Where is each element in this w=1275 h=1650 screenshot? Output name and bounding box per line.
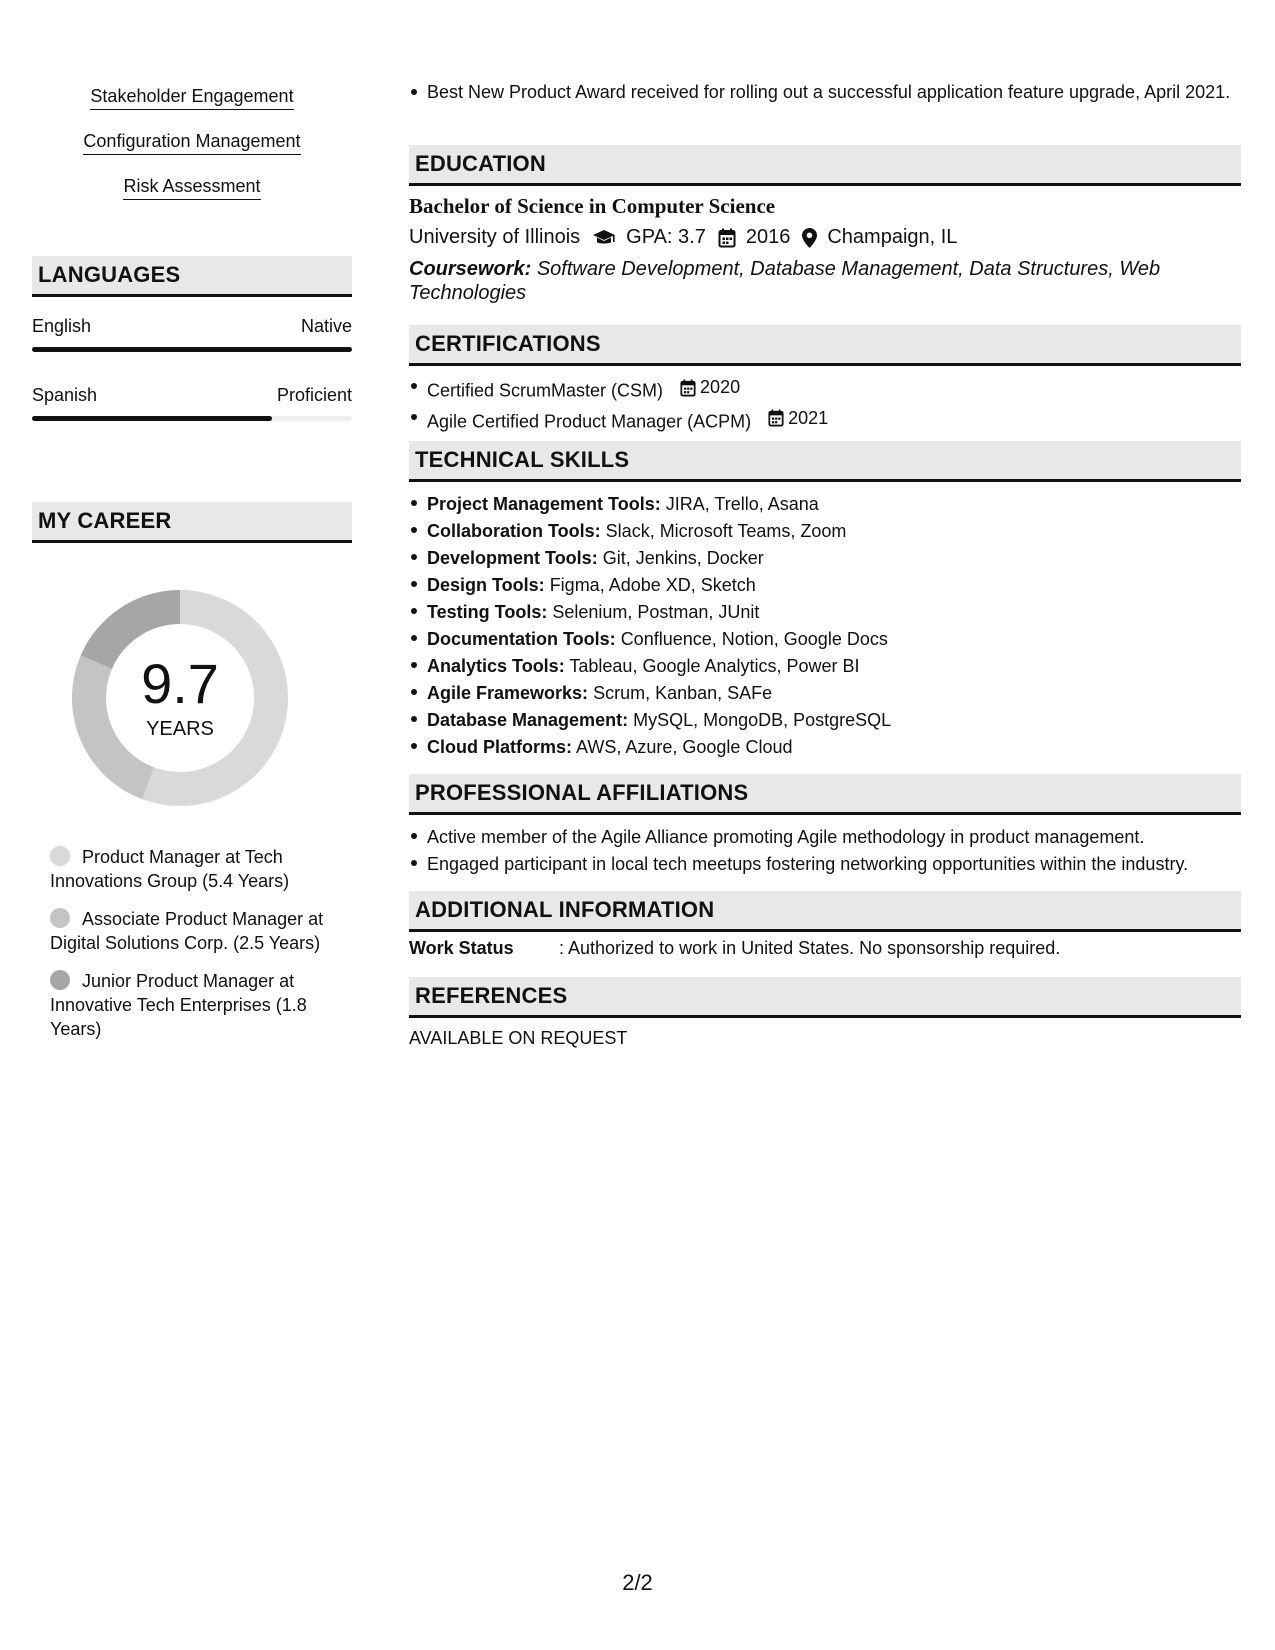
degree-title: Bachelor of Science in Computer Science <box>409 194 776 218</box>
award-list <box>409 80 1241 104</box>
work-status-value: : Authorized to work in United States. No sponsorship required. <box>559 938 1061 958</box>
technical-skill-label: Agile Frameworks: <box>427 683 589 703</box>
education-meta <box>409 226 957 249</box>
technical-skill-label: Cloud Platforms: <box>427 737 573 757</box>
career-legend <box>50 845 340 1055</box>
certifications-heading: CERTIFICATIONS <box>409 325 1241 366</box>
technical-skill-label: Analytics Tools: <box>427 656 565 676</box>
technical-skill-label: Database Management: <box>427 710 629 730</box>
calendar-icon <box>718 228 736 248</box>
language-proficiency-fill <box>32 347 352 352</box>
language-proficiency-bar <box>32 416 352 421</box>
skill-item: Stakeholder Engagement <box>90 86 293 110</box>
graduation-year: 2016 <box>745 226 791 248</box>
certification-item <box>409 405 828 436</box>
technical-skill-item <box>409 545 891 572</box>
career-heading: MY CAREER <box>32 502 352 543</box>
technical-skill-item <box>409 680 891 707</box>
technical-skill-value: Confluence, Notion, Google Docs <box>620 629 888 649</box>
technical-skill-value: Scrum, Kanban, SAFe <box>593 683 773 703</box>
technical-skill-item <box>409 707 891 734</box>
language-item <box>32 385 352 421</box>
technical-skill-label: Testing Tools: <box>427 602 548 622</box>
coursework-list: Software Development, Database Management, Data Structures, Web Technologies <box>409 258 1161 304</box>
skills-list <box>32 0 352 221</box>
legend-dot-icon <box>50 846 70 866</box>
affiliation-item: Active member of the Agile Alliance promoting Agile methodology in product management. <box>409 824 1188 851</box>
work-status <box>409 938 1060 959</box>
technical-skill-item <box>409 653 891 680</box>
education-heading: EDUCATION <box>409 145 1241 186</box>
school-location: Champaign, IL <box>827 226 958 248</box>
technical-skill-item <box>409 626 891 653</box>
technical-skill-item <box>409 491 891 518</box>
language-name: English <box>32 316 92 336</box>
career-legend-item <box>50 907 340 955</box>
career-role-label: Product Manager at Tech Innovations Group (5.4 Years) <box>50 847 290 891</box>
career-donut-center <box>65 583 295 813</box>
technical-skill-value: Git, Jenkins, Docker <box>602 548 764 568</box>
technical-skill-item <box>409 734 891 761</box>
legend-dot-icon <box>50 908 70 928</box>
technical-skill-label: Development Tools: <box>427 548 598 568</box>
graduation-cap-icon <box>592 229 616 247</box>
technical-skill-label: Design Tools: <box>427 575 545 595</box>
skill-item: Configuration Management <box>83 131 300 155</box>
technical-skill-value: Slack, Microsoft Teams, Zoom <box>605 521 847 541</box>
technical-skill-value: Selenium, Postman, JUnit <box>552 602 760 622</box>
technical-skill-label: Project Management Tools: <box>427 494 661 514</box>
technical-skills-list <box>409 491 891 761</box>
language-name: Spanish <box>32 385 98 405</box>
technical-skill-item <box>409 599 891 626</box>
references-text: AVAILABLE ON REQUEST <box>409 1028 628 1048</box>
language-level: Proficient <box>276 385 352 405</box>
language-proficiency-fill <box>32 416 272 421</box>
certifications-list <box>409 374 828 435</box>
award-item: Best New Product Award received for rolling out a successful application feature upgrade, April 2021. <box>409 80 1241 104</box>
coursework <box>409 257 1241 305</box>
certification-year: 2021 <box>788 407 829 428</box>
career-total-unit: YEARS <box>146 717 214 740</box>
certification-name: Certified ScrumMaster (CSM) <box>427 380 664 401</box>
technical-skill-value: Tableau, Google Analytics, Power BI <box>569 656 860 676</box>
technical-skill-value: Figma, Adobe XD, Sketch <box>549 575 756 595</box>
skill-item: Risk Assessment <box>123 176 260 200</box>
gpa: GPA: 3.7 <box>626 226 706 248</box>
technical-skill-item <box>409 572 891 599</box>
career-role-label: Associate Product Manager at Digital Solutions Corp. (2.5 Years) <box>50 909 324 953</box>
career-legend-item <box>50 969 340 1041</box>
career-legend-item <box>50 845 340 893</box>
technical-skills-heading: TECHNICAL SKILLS <box>409 441 1241 482</box>
language-proficiency-bar <box>32 347 352 352</box>
technical-skill-value: JIRA, Trello, Asana <box>665 494 819 514</box>
work-status-label: Work Status <box>409 938 514 958</box>
career-donut-chart <box>65 583 295 813</box>
school-name: University of Illinois <box>409 226 581 248</box>
technical-skill-value: AWS, Azure, Google Cloud <box>576 737 793 757</box>
calendar-icon <box>768 409 784 427</box>
calendar-icon <box>680 379 696 397</box>
additional-info-heading: ADDITIONAL INFORMATION <box>409 891 1241 932</box>
languages-heading: LANGUAGES <box>32 256 352 297</box>
page-number: 2/2 <box>622 1570 653 1595</box>
left-column <box>32 0 352 1039</box>
language-level: Native <box>300 316 352 336</box>
career-total-years: 9.7 <box>141 651 219 715</box>
certification-year: 2020 <box>700 377 741 397</box>
references-heading: REFERENCES <box>409 977 1241 1018</box>
career-role-label: Junior Product Manager at Innovative Tech Enterprises (1.8 Years) <box>50 971 307 1039</box>
map-pin-icon <box>802 228 817 248</box>
technical-skill-label: Documentation Tools: <box>427 629 616 649</box>
language-item <box>32 316 352 352</box>
technical-skill-item <box>409 518 891 545</box>
coursework-label: Coursework: <box>409 258 532 280</box>
technical-skill-value: MySQL, MongoDB, PostgreSQL <box>633 710 892 730</box>
legend-dot-icon <box>50 970 70 990</box>
affiliation-item: Engaged participant in local tech meetups fostering networking opportunities within the industry. <box>409 851 1188 878</box>
technical-skill-label: Collaboration Tools: <box>427 521 601 541</box>
certification-item <box>409 374 828 405</box>
affiliations-heading: PROFESSIONAL AFFILIATIONS <box>409 774 1241 815</box>
certification-name: Agile Certified Product Manager (ACPM) <box>427 411 752 431</box>
affiliations-list <box>409 824 1188 878</box>
